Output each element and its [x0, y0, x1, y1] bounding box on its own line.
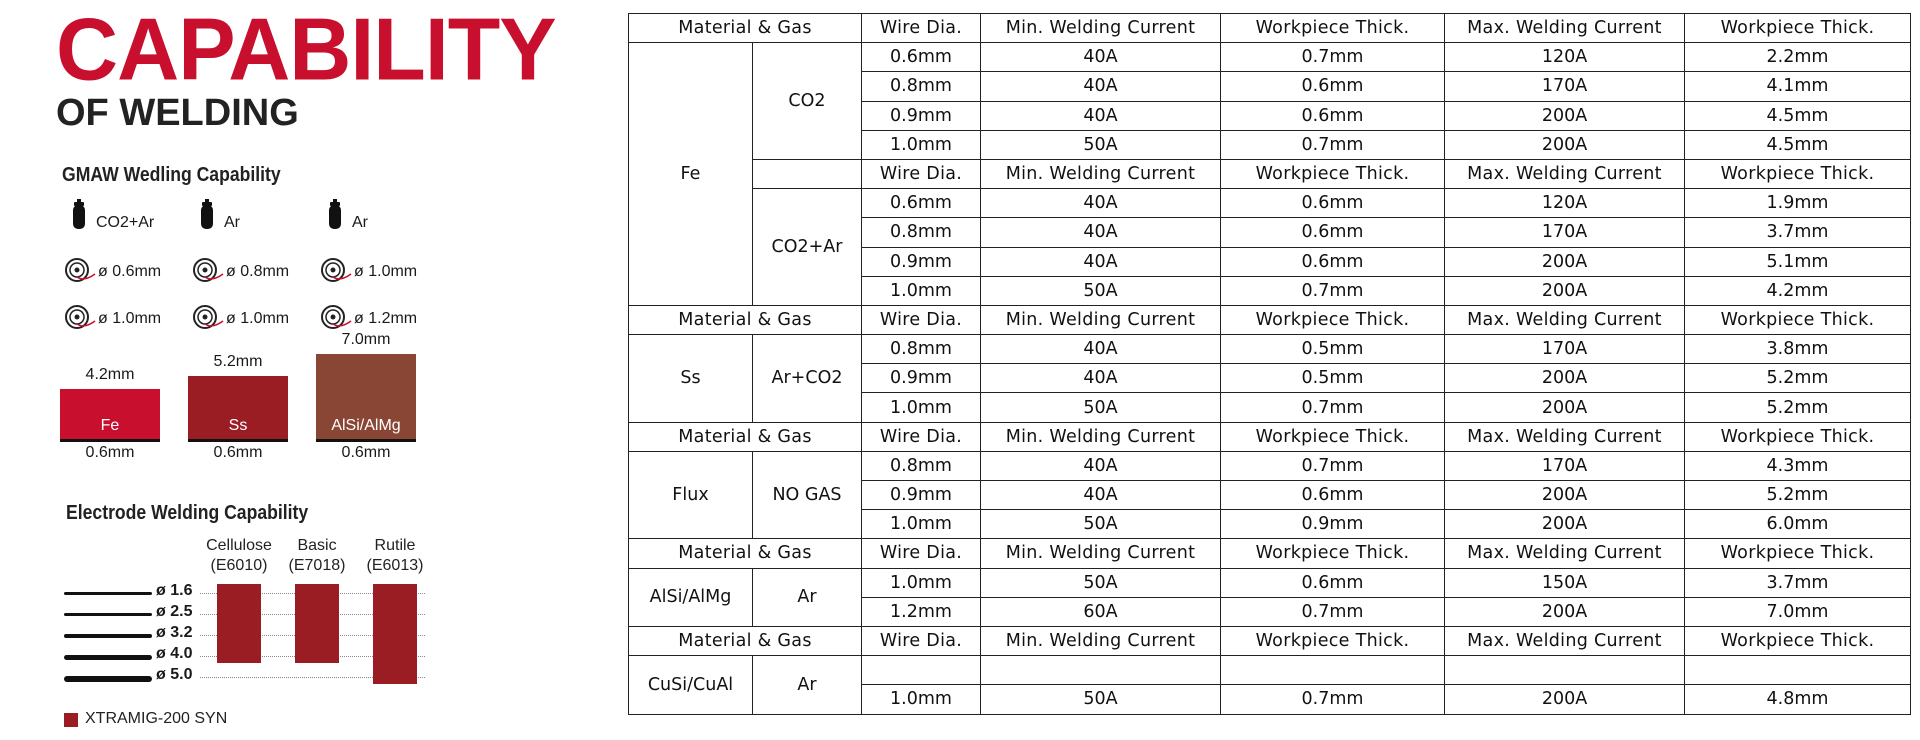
table-cell: 0.8mm [862, 451, 981, 480]
column-header: Workpiece Thick. [1685, 305, 1911, 334]
table-row [629, 43, 1911, 72]
electrode-type-label [348, 536, 442, 576]
table-cell: 6.0mm [1685, 510, 1911, 539]
table-cell: 1.0mm [862, 685, 981, 714]
material-cell: Ss [629, 335, 753, 423]
column-header: Material & Gas [629, 626, 862, 655]
table-cell: 0.5mm [1221, 364, 1445, 393]
table-cell: 40A [981, 451, 1221, 480]
table-cell: 4.8mm [1685, 685, 1911, 714]
electrode-diameter-label: ø 5.0 [156, 666, 193, 683]
table-cell: 5.2mm [1685, 481, 1911, 510]
table-cell: 40A [981, 72, 1221, 101]
gas-cylinder-icon [328, 199, 342, 234]
table-cell: 0.8mm [862, 218, 981, 247]
electrode-diameter-label: ø 4.0 [156, 645, 193, 662]
welding-capability-table [628, 13, 1911, 715]
electrode-diameter-label: ø 3.2 [156, 624, 193, 641]
column-header: Material & Gas [629, 539, 862, 568]
wire-diameter-label: ø 1.0mm [226, 310, 290, 327]
material-cell: Flux [629, 451, 753, 539]
table-cell: 50A [981, 510, 1221, 539]
column-header: Wire Dia. [862, 539, 981, 568]
table-cell: 60A [981, 597, 1221, 626]
table-cell: 0.9mm [862, 364, 981, 393]
column-header: Workpiece Thick. [1685, 539, 1911, 568]
table-cell: 120A [1445, 189, 1685, 218]
table-cell: 4.1mm [1685, 72, 1911, 101]
electrode-rod [64, 676, 152, 682]
column-header: Wire Dia. [862, 305, 981, 334]
table-cell: 0.9mm [862, 247, 981, 276]
table-cell: 170A [1445, 218, 1685, 247]
table-header-row [629, 14, 1911, 43]
electrode-rod [64, 655, 152, 660]
material-label: Ss [228, 417, 248, 434]
electrode-type-code: (E6010) [210, 557, 268, 574]
material-cell: CuSi/CuAl [629, 656, 753, 714]
table-cell: 120A [1445, 43, 1685, 72]
gas-cell: Ar+CO2 [753, 335, 862, 423]
table-cell: 40A [981, 247, 1221, 276]
table-cell: 1.0mm [862, 510, 981, 539]
table-cell: 170A [1445, 335, 1685, 364]
table-row [629, 335, 1911, 364]
material-cell: Fe [629, 43, 753, 306]
wire-diameter-label: ø 1.0mm [98, 310, 162, 327]
column-header: Workpiece Thick. [1685, 422, 1911, 451]
gas-cell: Ar [753, 568, 862, 626]
column-header: Workpiece Thick. [1685, 159, 1911, 188]
table-cell-empty [753, 159, 862, 188]
left-panel [0, 0, 615, 740]
table-cell: 1.2mm [862, 597, 981, 626]
electrode-diameter-label: ø 1.6 [156, 582, 193, 599]
gas-label: CO2+Ar [96, 214, 155, 231]
page-subtitle: OF WELDING [56, 92, 299, 134]
table-cell: 7.0mm [1685, 597, 1911, 626]
wire-diameter-label: ø 0.6mm [98, 263, 162, 280]
table-cell: 200A [1445, 101, 1685, 130]
table-cell: 1.0mm [862, 393, 981, 422]
gas-cylinder-icon [72, 199, 86, 234]
table-header-row [629, 305, 1911, 334]
table-cell: 0.7mm [1221, 43, 1445, 72]
column-header: Workpiece Thick. [1685, 14, 1911, 43]
column-header: Material & Gas [629, 305, 862, 334]
table-cell: 0.6mm [1221, 72, 1445, 101]
table-cell: 3.8mm [1685, 335, 1911, 364]
table-cell: 4.2mm [1685, 276, 1911, 305]
page-title: CAPABILITY [56, 0, 556, 99]
column-header: Material & Gas [629, 14, 862, 43]
wire-diameter [190, 257, 289, 287]
table-subheader-row [629, 159, 1911, 188]
table-header-row [629, 422, 1911, 451]
table-cell: 5.2mm [1685, 393, 1911, 422]
table-cell: 200A [1445, 393, 1685, 422]
electrode-diameter-label: ø 2.5 [156, 603, 193, 620]
electrode-rod [64, 634, 152, 638]
material-cell: AlSi/AlMg [629, 568, 753, 626]
table-cell: 200A [1445, 247, 1685, 276]
column-header: Max. Welding Current [1445, 305, 1685, 334]
column-header: Workpiece Thick. [1685, 626, 1911, 655]
legend-swatch [64, 713, 78, 727]
column-header: Workpiece Thick. [1221, 159, 1445, 188]
electrode-heading: Electrode Welding Capability [66, 502, 309, 524]
table-header-row [629, 539, 1911, 568]
table-cell: 1.0mm [862, 130, 981, 159]
wire-diameter-label: ø 1.0mm [354, 263, 418, 280]
wire-diameter [318, 257, 417, 287]
min-thickness-label: 0.6mm [213, 444, 263, 461]
wire-spool-icon [62, 257, 96, 288]
table-cell: 0.6mm [1221, 218, 1445, 247]
table-cell: 0.7mm [1221, 685, 1445, 714]
electrode-type-name: Cellulose [206, 537, 272, 554]
min-thickness-label: 0.6mm [341, 444, 391, 461]
table-cell: 3.7mm [1685, 218, 1911, 247]
table-cell: 40A [981, 218, 1221, 247]
column-header: Min. Welding Current [981, 159, 1221, 188]
table-cell: 200A [1445, 276, 1685, 305]
table-cell: 0.7mm [1221, 597, 1445, 626]
wire-diameter-label: ø 1.2mm [354, 310, 418, 327]
table-cell: 1.0mm [862, 568, 981, 597]
table-cell: 0.7mm [1221, 393, 1445, 422]
column-header: Workpiece Thick. [1221, 422, 1445, 451]
table-cell: 200A [1445, 597, 1685, 626]
column-header: Max. Welding Current [1445, 159, 1685, 188]
column-header: Max. Welding Current [1445, 422, 1685, 451]
electrode-rod [64, 592, 152, 595]
min-thickness-label: 0.6mm [85, 444, 135, 461]
table-cell: 0.9mm [862, 101, 981, 130]
table-cell: 1.9mm [1685, 189, 1911, 218]
column-header: Max. Welding Current [1445, 626, 1685, 655]
column-header: Max. Welding Current [1445, 14, 1685, 43]
column-header: Min. Welding Current [981, 626, 1221, 655]
electrode-range-bar [373, 584, 417, 684]
electrode-range-bar [217, 584, 261, 663]
column-header: Max. Welding Current [1445, 539, 1685, 568]
table-cell: 0.6mm [1221, 481, 1445, 510]
column-header: Min. Welding Current [981, 539, 1221, 568]
table-cell: 5.1mm [1685, 247, 1911, 276]
table-cell: 40A [981, 101, 1221, 130]
table-cell: 40A [981, 335, 1221, 364]
table-cell [1221, 656, 1445, 685]
table-cell: 0.7mm [1221, 451, 1445, 480]
gas-cell: NO GAS [753, 451, 862, 539]
table-cell: 0.9mm [1221, 510, 1445, 539]
material-label: Fe [100, 417, 120, 434]
column-header: Workpiece Thick. [1221, 305, 1445, 334]
wire-spool-icon [62, 304, 96, 335]
gas-indicator [328, 200, 368, 234]
table-cell: 4.3mm [1685, 451, 1911, 480]
table-cell: 4.5mm [1685, 101, 1911, 130]
table-cell: 50A [981, 130, 1221, 159]
wire-spool-icon [190, 304, 224, 335]
wire-diameter-label: ø 0.8mm [226, 263, 290, 280]
table-cell [862, 656, 981, 685]
table-cell: 0.7mm [1221, 130, 1445, 159]
column-header: Workpiece Thick. [1221, 539, 1445, 568]
gas-cell: CO2 [753, 43, 862, 160]
table-cell: 200A [1445, 364, 1685, 393]
gas-cylinder-icon [200, 199, 214, 234]
table-cell: 0.6mm [862, 189, 981, 218]
wire-diameter [62, 257, 161, 287]
wire-diameter [318, 304, 417, 334]
wire-spool-icon [318, 304, 352, 335]
table-cell: 40A [981, 189, 1221, 218]
table-cell: 50A [981, 393, 1221, 422]
gas-indicator [200, 200, 240, 234]
table-cell: 40A [981, 43, 1221, 72]
table-cell: 1.0mm [862, 276, 981, 305]
column-header: Min. Welding Current [981, 305, 1221, 334]
table-cell [981, 656, 1221, 685]
table-cell: 0.8mm [862, 335, 981, 364]
electrode-type-code: (E7018) [288, 557, 346, 574]
table-row [629, 656, 1911, 685]
table-row [629, 451, 1911, 480]
table-cell [1445, 656, 1685, 685]
column-header: Workpiece Thick. [1221, 626, 1445, 655]
gas-indicator [72, 200, 154, 234]
material-label: AlSi/AlMg [331, 417, 401, 434]
gas-label: Ar [224, 214, 240, 231]
table-cell: 0.6mm [1221, 247, 1445, 276]
table-cell: 170A [1445, 451, 1685, 480]
table-cell: 3.7mm [1685, 568, 1911, 597]
table-cell: 50A [981, 568, 1221, 597]
table-cell: 50A [981, 276, 1221, 305]
column-header: Material & Gas [629, 422, 862, 451]
table-header-row [629, 626, 1911, 655]
table-cell: 0.6mm [1221, 101, 1445, 130]
wire-spool-icon [190, 257, 224, 288]
wire-diameter [62, 304, 161, 334]
thickness-bar [60, 389, 160, 442]
max-thickness-label: 4.2mm [85, 366, 135, 383]
table-cell: 0.7mm [1221, 276, 1445, 305]
column-header: Wire Dia. [862, 159, 981, 188]
table-cell: 5.2mm [1685, 364, 1911, 393]
table-cell: 0.6mm [1221, 568, 1445, 597]
column-header: Workpiece Thick. [1221, 14, 1445, 43]
table-cell: 0.6mm [862, 43, 981, 72]
table-cell: 0.9mm [862, 481, 981, 510]
table-cell: 2.2mm [1685, 43, 1911, 72]
electrode-type-code: (E6013) [366, 557, 424, 574]
table-cell: 150A [1445, 568, 1685, 597]
wire-diameter [190, 304, 289, 334]
max-thickness-label: 7.0mm [341, 331, 391, 348]
electrode-rod [64, 613, 152, 616]
table-cell: 170A [1445, 72, 1685, 101]
table-cell [1685, 656, 1911, 685]
table-cell: 200A [1445, 481, 1685, 510]
table-cell: 200A [1445, 510, 1685, 539]
table-cell: 4.5mm [1685, 130, 1911, 159]
gmaw-heading: GMAW Wedling Capability [62, 164, 281, 186]
gas-cell: Ar [753, 656, 862, 714]
table-cell: 200A [1445, 130, 1685, 159]
thickness-bar [188, 376, 288, 442]
table-cell: 50A [981, 685, 1221, 714]
electrode-range-bar [295, 584, 339, 663]
table-cell: 0.5mm [1221, 335, 1445, 364]
table-cell: 200A [1445, 685, 1685, 714]
column-header: Min. Welding Current [981, 14, 1221, 43]
electrode-type-name: Basic [297, 537, 337, 554]
column-header: Wire Dia. [862, 14, 981, 43]
wire-spool-icon [318, 257, 352, 288]
table-row [629, 189, 1911, 218]
table-row [629, 568, 1911, 597]
column-header: Min. Welding Current [981, 422, 1221, 451]
gas-label: Ar [352, 214, 368, 231]
table-cell: 40A [981, 481, 1221, 510]
table-cell: 40A [981, 364, 1221, 393]
column-header: Wire Dia. [862, 422, 981, 451]
column-header: Wire Dia. [862, 626, 981, 655]
gas-cell: CO2+Ar [753, 189, 862, 306]
electrode-type-name: Rutile [374, 537, 416, 554]
max-thickness-label: 5.2mm [213, 353, 263, 370]
legend-label: XTRAMIG-200 SYN [85, 710, 228, 727]
thickness-bar [316, 354, 416, 442]
table-cell: 0.8mm [862, 72, 981, 101]
table-cell: 0.6mm [1221, 189, 1445, 218]
